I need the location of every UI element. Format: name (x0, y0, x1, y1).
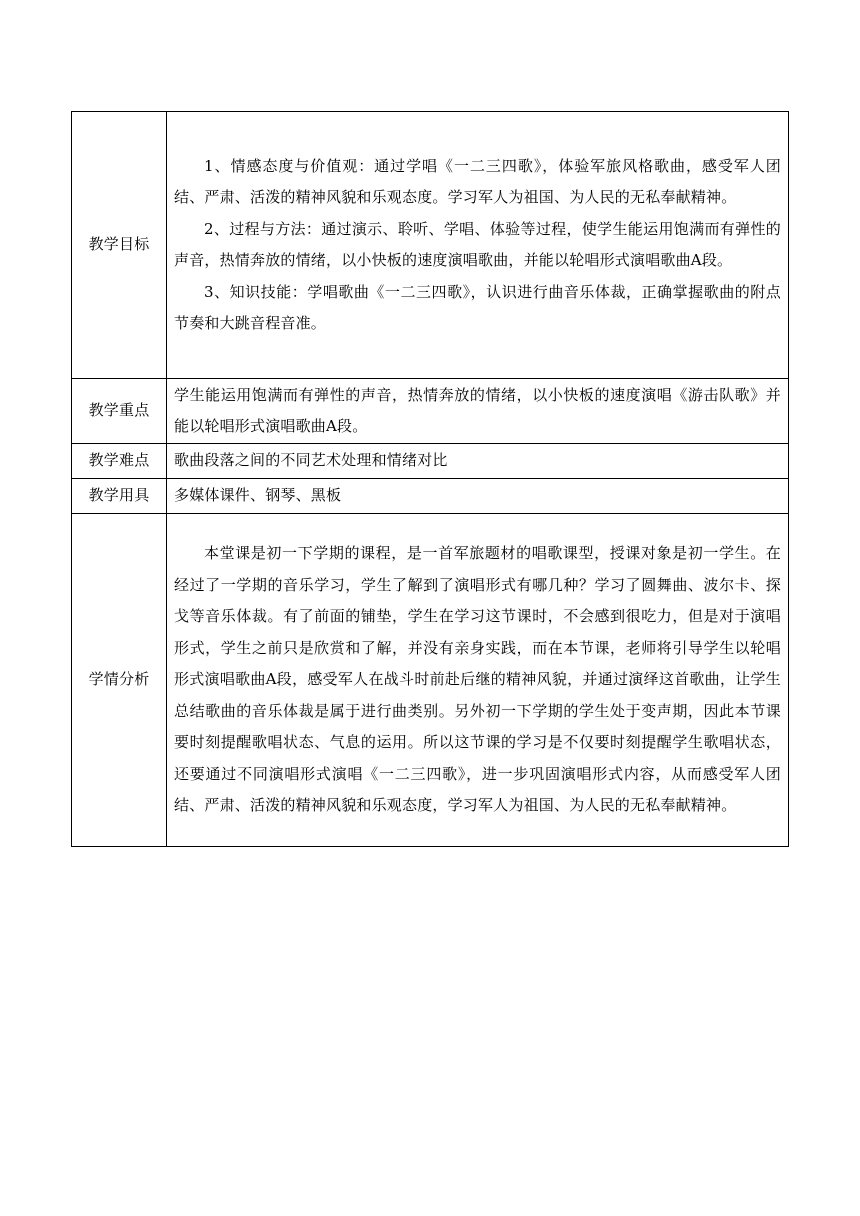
content-teaching-tools (167, 479, 789, 514)
row-difficulties (72, 444, 789, 479)
content-teaching-goals (167, 112, 789, 379)
label-student-analysis: 学情分析 (72, 514, 167, 847)
lesson-plan-table (71, 111, 789, 847)
label-difficulties: 教学难点 (72, 444, 167, 479)
label-teaching-goals: 教学目标 (72, 112, 167, 379)
row-teaching-goals (72, 112, 789, 379)
label-teaching-tools: 教学用具 (72, 479, 167, 514)
goal-paragraph-3: 3、知识技能：学唱歌曲《一二三四歌》，认识进行曲音乐体裁，正确掌握歌曲的附点节奏和大跳音程音准。 (174, 282, 781, 332)
content-student-analysis (167, 514, 789, 847)
goal-paragraph-2: 2、过程与方法：通过演示、聆听、学唱、体验等过程，使学生能运用饱满而有弹性的声音，热情奔放的情绪，以小快板的速度演唱歌曲，并能以轮唱形式演唱歌曲A段。 (174, 219, 781, 269)
row-student-analysis (72, 514, 789, 847)
row-key-points (72, 379, 789, 444)
row-teaching-tools (72, 479, 789, 514)
goal-paragraph-1: 1、情感态度与价值观：通过学唱《一二三四歌》，体验军旅风格歌曲，感受军人团结、严肃、活泼的精神风貌和乐观态度。学习军人为祖国、为人民的无私奉献精神。 (174, 156, 781, 206)
key-points-text: 学生能运用饱满而有弹性的声音，热情奔放的情绪，以小快板的速度演唱《游击队歌》并能以轮唱形式演唱歌曲A段。 (174, 385, 781, 435)
lesson-plan-page (71, 111, 789, 847)
content-difficulties (167, 444, 789, 479)
difficulties-text: 歌曲段落之间的不同艺术处理和情绪对比 (174, 451, 448, 470)
content-key-points (167, 379, 789, 444)
teaching-tools-text: 多媒体课件、钢琴、黑板 (174, 486, 342, 505)
label-key-points: 教学重点 (72, 379, 167, 444)
student-analysis-text: 本堂课是初一下学期的课程，是一首军旅题材的唱歌课型，授课对象是初一学生。在经过了一学期的音乐学习，学生了解到了演唱形式有哪几种？学习了圆舞曲、波尔卡、探戈等音乐体裁。有了前面的铺垫，学生在学习这节课时，不会感到很吃力，但是对于演唱形式，学生之前只是欣赏和了解，并没有亲身实践，而在本节课，老师将引导学生以轮唱形式演唱歌曲A段，感受军人在战斗时前赴后继的精神风貌，并通过演绎这首歌曲，让学生总结歌曲的音乐体裁是属于进行曲类别。另外初一下学期的学生处于变声期，因此本节课要时刻提醒歌唱状态、气息的运用。所以这节课的学习是不仅要时刻提醒学生歌唱状态，还要通过不同演唱形式演唱《一二三四歌》，进一步巩固演唱形式内容，从而感受军人团结、严肃、活泼的精神风貌和乐观态度，学习军人为祖国、为人民的无私奉献精神。 (174, 544, 781, 815)
